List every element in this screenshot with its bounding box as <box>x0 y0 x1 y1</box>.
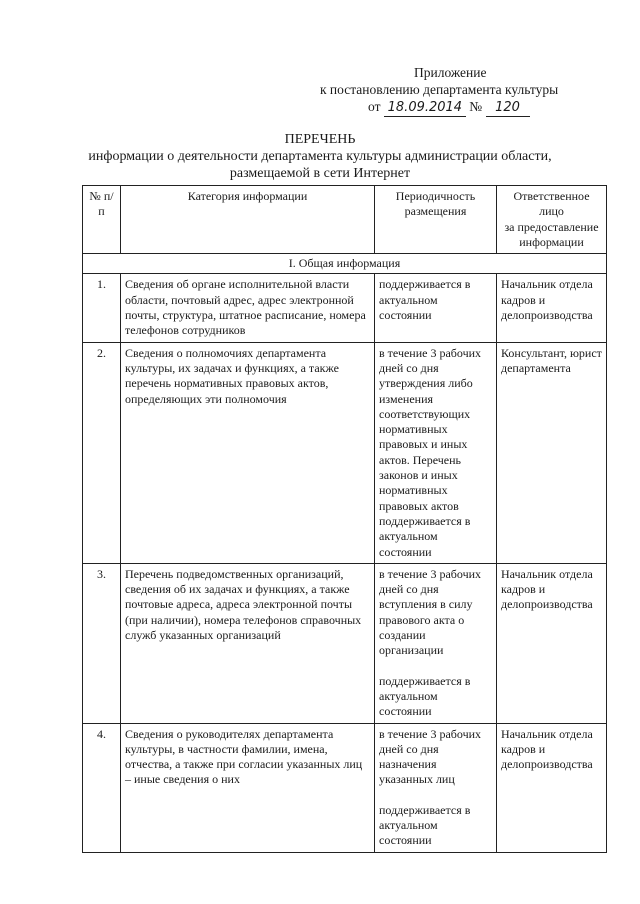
header-responsible-line2: за предоставление информации <box>504 219 599 249</box>
row-responsible: Консультант, юрист департамента <box>497 342 607 563</box>
row-num: 3. <box>83 563 121 723</box>
row-period-note: поддерживается в актуальном состоянии <box>379 802 471 848</box>
row-category: Сведения о руководителях департамента культуры, в частности фамилии, имена, отчества, а также при согласии указанных лиц – иные сведения о них <box>121 723 375 852</box>
row-period-note: поддерживается в актуальном состоянии <box>379 673 471 719</box>
header-num: № п/п <box>83 186 121 254</box>
table-header-row <box>83 186 607 254</box>
row-period <box>375 342 497 563</box>
row-period <box>375 563 497 723</box>
row-period-text: поддерживается в актуальном состоянии <box>379 277 471 323</box>
title-line-2: информации о деятельности департамента культуры администрации области, <box>88 149 552 164</box>
row-period <box>375 723 497 852</box>
handwritten-number: 120 <box>486 99 530 117</box>
appendix-date-line <box>300 98 600 117</box>
appendix-resolution: к постановлению департамента культуры <box>320 82 559 97</box>
row-responsible: Начальник отдела кадров и делопроизводства <box>497 563 607 723</box>
row-num: 2. <box>83 342 121 563</box>
row-period-text: в течение 3 рабочих дней со дня назначения указанных лиц <box>379 726 482 787</box>
number-sign: № <box>469 99 483 114</box>
row-num: 1. <box>83 274 121 342</box>
row-period <box>375 274 497 342</box>
row-num: 4. <box>83 723 121 852</box>
row-period-text: в течение 3 рабочих дней со дня вступления в силу правового акта о создании организации <box>379 566 482 658</box>
row-period-text: в течение 3 рабочих дней со дня утверждения либо изменения соответствующих нормативных правовых и иных актов. Перечень законов и иных нормативных правовых актов поддерживается в актуальном состоянии <box>379 345 482 559</box>
section-title: I. Общая информация <box>83 254 607 274</box>
table-row <box>83 563 607 723</box>
header-responsible <box>497 186 607 254</box>
table-row <box>83 274 607 342</box>
information-table <box>82 185 607 853</box>
header-period: Периодичность размещения <box>375 186 497 254</box>
appendix-label: Приложение <box>414 65 487 80</box>
table-row <box>83 342 607 563</box>
header-responsible-line1: Ответственное лицо <box>513 189 590 219</box>
row-category: Перечень подведомственных организаций, сведения об их задачах и функциях, а также почтовые адреса, адреса электронной почты (при наличии), номера телефонов справочных служб указанных организаций <box>121 563 375 723</box>
row-category: Сведения о полномочиях департамента культуры, их задачах и функциях, а также перечень нормативных правовых актов, определяющих эти полномочия <box>121 342 375 563</box>
table-row <box>83 723 607 852</box>
handwritten-date: 18.09.2014 <box>384 99 466 117</box>
header-category: Категория информации <box>121 186 375 254</box>
from-label: от <box>368 99 381 114</box>
row-category: Сведения об органе исполнительной власти области, почтовый адрес, адрес электронной почты, структура, штатное расписание, номера телефонов сотрудников <box>121 274 375 342</box>
section-row <box>83 254 607 274</box>
row-responsible: Начальник отдела кадров и делопроизводства <box>497 274 607 342</box>
document-title <box>0 131 640 182</box>
title-line-3: размещаемой в сети Интернет <box>229 166 411 181</box>
appendix-block <box>300 64 600 117</box>
title-heading: ПЕРЕЧЕНЬ <box>284 132 356 147</box>
row-responsible: Начальник отдела кадров и делопроизводства <box>497 723 607 852</box>
